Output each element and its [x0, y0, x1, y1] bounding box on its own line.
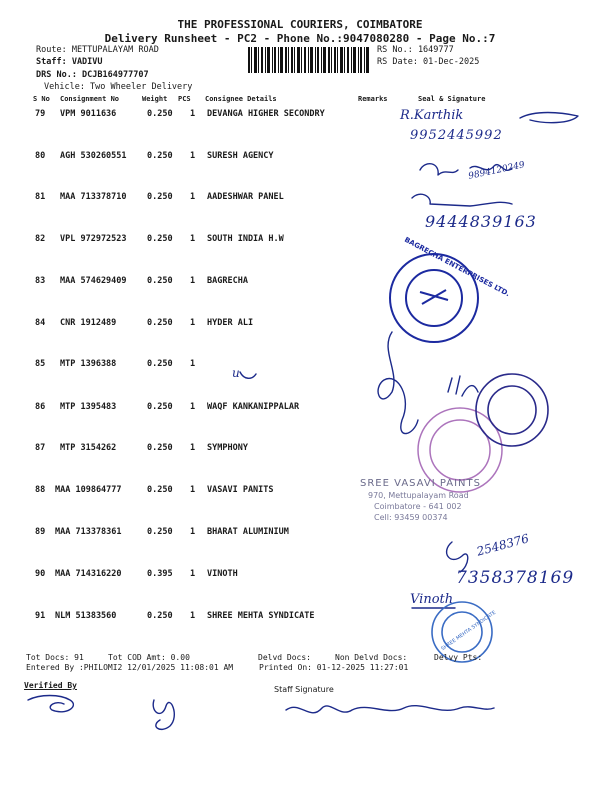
row-consignment: MAA 574629409: [60, 276, 127, 286]
col-header-pcs: PCS: [178, 95, 191, 103]
row-consignee: VASAVI PANITS: [207, 485, 274, 495]
row-sno: 85: [35, 359, 46, 369]
row-consignee: SYMPHONY: [207, 443, 248, 453]
signature-82: [412, 194, 512, 206]
row-sno: 79: [35, 109, 46, 119]
staff-signature-scrawl: [286, 706, 494, 713]
row-pcs: 1: [190, 234, 196, 244]
row-pcs: 1: [190, 443, 196, 453]
entered-by: Entered By :PHILOMI2 12/01/2025 11:08:01 AM: [26, 663, 234, 672]
row-consignment: MAA 713378361: [55, 527, 122, 537]
row-consignment: MTP 1396388: [60, 359, 117, 369]
vehicle-label: Vehicle: Two Wheeler Delivery: [44, 82, 193, 92]
row-sno: 84: [35, 318, 46, 328]
row-consignee: BAGRECHA: [207, 276, 248, 286]
col-header-weight: Weight: [142, 95, 168, 103]
row-sno: 91: [35, 611, 46, 621]
row-sno: 88: [35, 485, 46, 495]
row-sno: 83: [35, 276, 46, 286]
row-sno: 89: [35, 527, 46, 537]
row-pcs: 1: [190, 359, 196, 369]
row-sno: 86: [35, 402, 46, 412]
row-consignment: CNR 1912489: [60, 318, 117, 328]
total-docs: Tot Docs: 91: [26, 653, 84, 662]
row-weight: 0.250: [147, 109, 173, 119]
signature-85-loop: [378, 332, 418, 434]
row-weight: 0.250: [147, 151, 173, 161]
handwriting-r82-phone: 9444839163: [425, 212, 537, 231]
row-consignee: SURESH AGENCY: [207, 151, 274, 161]
row-consignee: VINOTH: [207, 569, 238, 579]
row-pcs: 1: [190, 527, 196, 537]
signature-86-ticks: [448, 376, 478, 396]
row-consignee: HYDER ALI: [207, 318, 254, 328]
total-cod-amount: Tot COD Amt: 0.00: [108, 653, 190, 662]
verified-signature-2: [153, 700, 174, 729]
col-header-seal: Seal & Signature: [418, 95, 486, 103]
rs-number: RS No.: 1649777: [377, 45, 454, 55]
route-label: Route: METTUPALAYAM ROAD: [36, 45, 159, 55]
row-consignment: AGH 530260551: [60, 151, 127, 161]
verified-signature-1: [28, 696, 73, 712]
row-consignment: MTP 1395483: [60, 402, 117, 412]
row-consignment: MAA 713378710: [60, 192, 127, 202]
row-consignment: MAA 109864777: [55, 485, 122, 495]
row-consignment: VPL 972972523: [60, 234, 127, 244]
barcode-image: [248, 47, 370, 73]
row-pcs: 1: [190, 402, 196, 412]
row-consignment: VPM 9011636: [60, 109, 117, 119]
printed-on: Printed On: 01-12-2025 11:27:01: [259, 663, 409, 672]
row-weight: 0.250: [147, 359, 173, 369]
row-pcs: 1: [190, 109, 196, 119]
row-weight: 0.250: [147, 485, 173, 495]
row-sno: 81: [35, 192, 46, 202]
mehta-stamp-text: SHREE MEHTA SYNDICATE: [440, 609, 498, 653]
col-header-consignee: Consignee Details: [205, 95, 277, 103]
row-weight: 0.250: [147, 192, 173, 202]
row-consignee: SHREE MEHTA SYNDICATE: [207, 611, 315, 621]
rs-date: RS Date: 01-Dec-2025: [377, 57, 480, 67]
row-pcs: 1: [190, 611, 196, 621]
row-weight: 0.250: [147, 527, 173, 537]
signature-79-tail: [520, 113, 578, 123]
row-consignment: MTP 3154262: [60, 443, 117, 453]
handwriting-r90-name: Vinoth: [410, 592, 454, 607]
signature-81: [420, 164, 458, 175]
col-header-remarks: Remarks: [358, 95, 388, 103]
row-weight: 0.395: [147, 569, 173, 579]
row-sno: 80: [35, 151, 46, 161]
col-header-sno: S No: [33, 95, 50, 103]
row-weight: 0.250: [147, 443, 173, 453]
row-pcs: 1: [190, 192, 196, 202]
row-sno: 87: [35, 443, 46, 453]
row-consignee: BHARAT ALUMINIUM: [207, 527, 289, 537]
document-subtitle: Delivery Runsheet - PC2 - Phone No.:9047080280 - Page No.:7: [104, 32, 496, 45]
row-consignee: DEVANGA HIGHER SECONDRY: [207, 109, 325, 119]
document-title: THE PROFESSIONAL COURIERS, COIMBATORE: [177, 18, 423, 31]
sree-stamp-line1: SREE VASAVI PAINTS: [360, 478, 481, 489]
row-consignee: AADESHWAR PANEL: [207, 192, 284, 202]
drs-number: DRS No.: DCJB164977707: [36, 70, 149, 80]
row-pcs: 1: [190, 485, 196, 495]
handwriting-r81-phone: 9894120249: [467, 160, 526, 182]
row-weight: 0.250: [147, 234, 173, 244]
row-weight: 0.250: [147, 276, 173, 286]
row-consignment: MAA 714316220: [55, 569, 122, 579]
row-sno: 82: [35, 234, 46, 244]
row-consignee: WAQF KANKANIPPALAR: [207, 402, 300, 412]
handwriting-r85-mark: u: [232, 366, 240, 380]
round-stamp-86: [476, 374, 548, 446]
handwriting-r89-number: 2548376: [475, 531, 531, 559]
row-pcs: 1: [190, 151, 196, 161]
col-header-consignment: Consignment No: [60, 95, 120, 103]
row-weight: 0.250: [147, 318, 173, 328]
staff-label: Staff: VADIVU: [36, 57, 103, 67]
delivered-docs: Delvd Docs:: [258, 653, 311, 662]
sree-stamp-line4: Cell: 93459 00374: [374, 513, 448, 522]
handwriting-r90-phone: 7358378169: [456, 568, 575, 588]
row-weight: 0.250: [147, 402, 173, 412]
sree-stamp-line3: Coimbatore - 641 002: [374, 502, 462, 511]
mark-85: [240, 372, 256, 378]
row-sno: 90: [35, 569, 46, 579]
row-pcs: 1: [190, 569, 196, 579]
verified-by-label: Verified By: [24, 681, 77, 690]
sree-stamp-line2: 970, Mettupalayam Road: [368, 491, 469, 500]
delivery-points: Delvy Pts:: [434, 653, 483, 662]
handwriting-r80-phone: 9952445992: [410, 128, 503, 143]
handwriting-r79-name: R.Karthik: [400, 108, 464, 123]
bagrecha-stamp-text: BAGRECHA ENTERPRISES LTD.: [403, 235, 512, 299]
staff-signature-label: Staff Signature: [274, 685, 334, 694]
row-consignment: NLM 51383560: [55, 611, 117, 621]
row-pcs: 1: [190, 318, 196, 328]
row-consignee: SOUTH INDIA H.W: [207, 234, 284, 244]
non-delivered-docs: Non Delvd Docs:: [335, 653, 408, 662]
row-pcs: 1: [190, 276, 196, 286]
row-weight: 0.250: [147, 611, 173, 621]
